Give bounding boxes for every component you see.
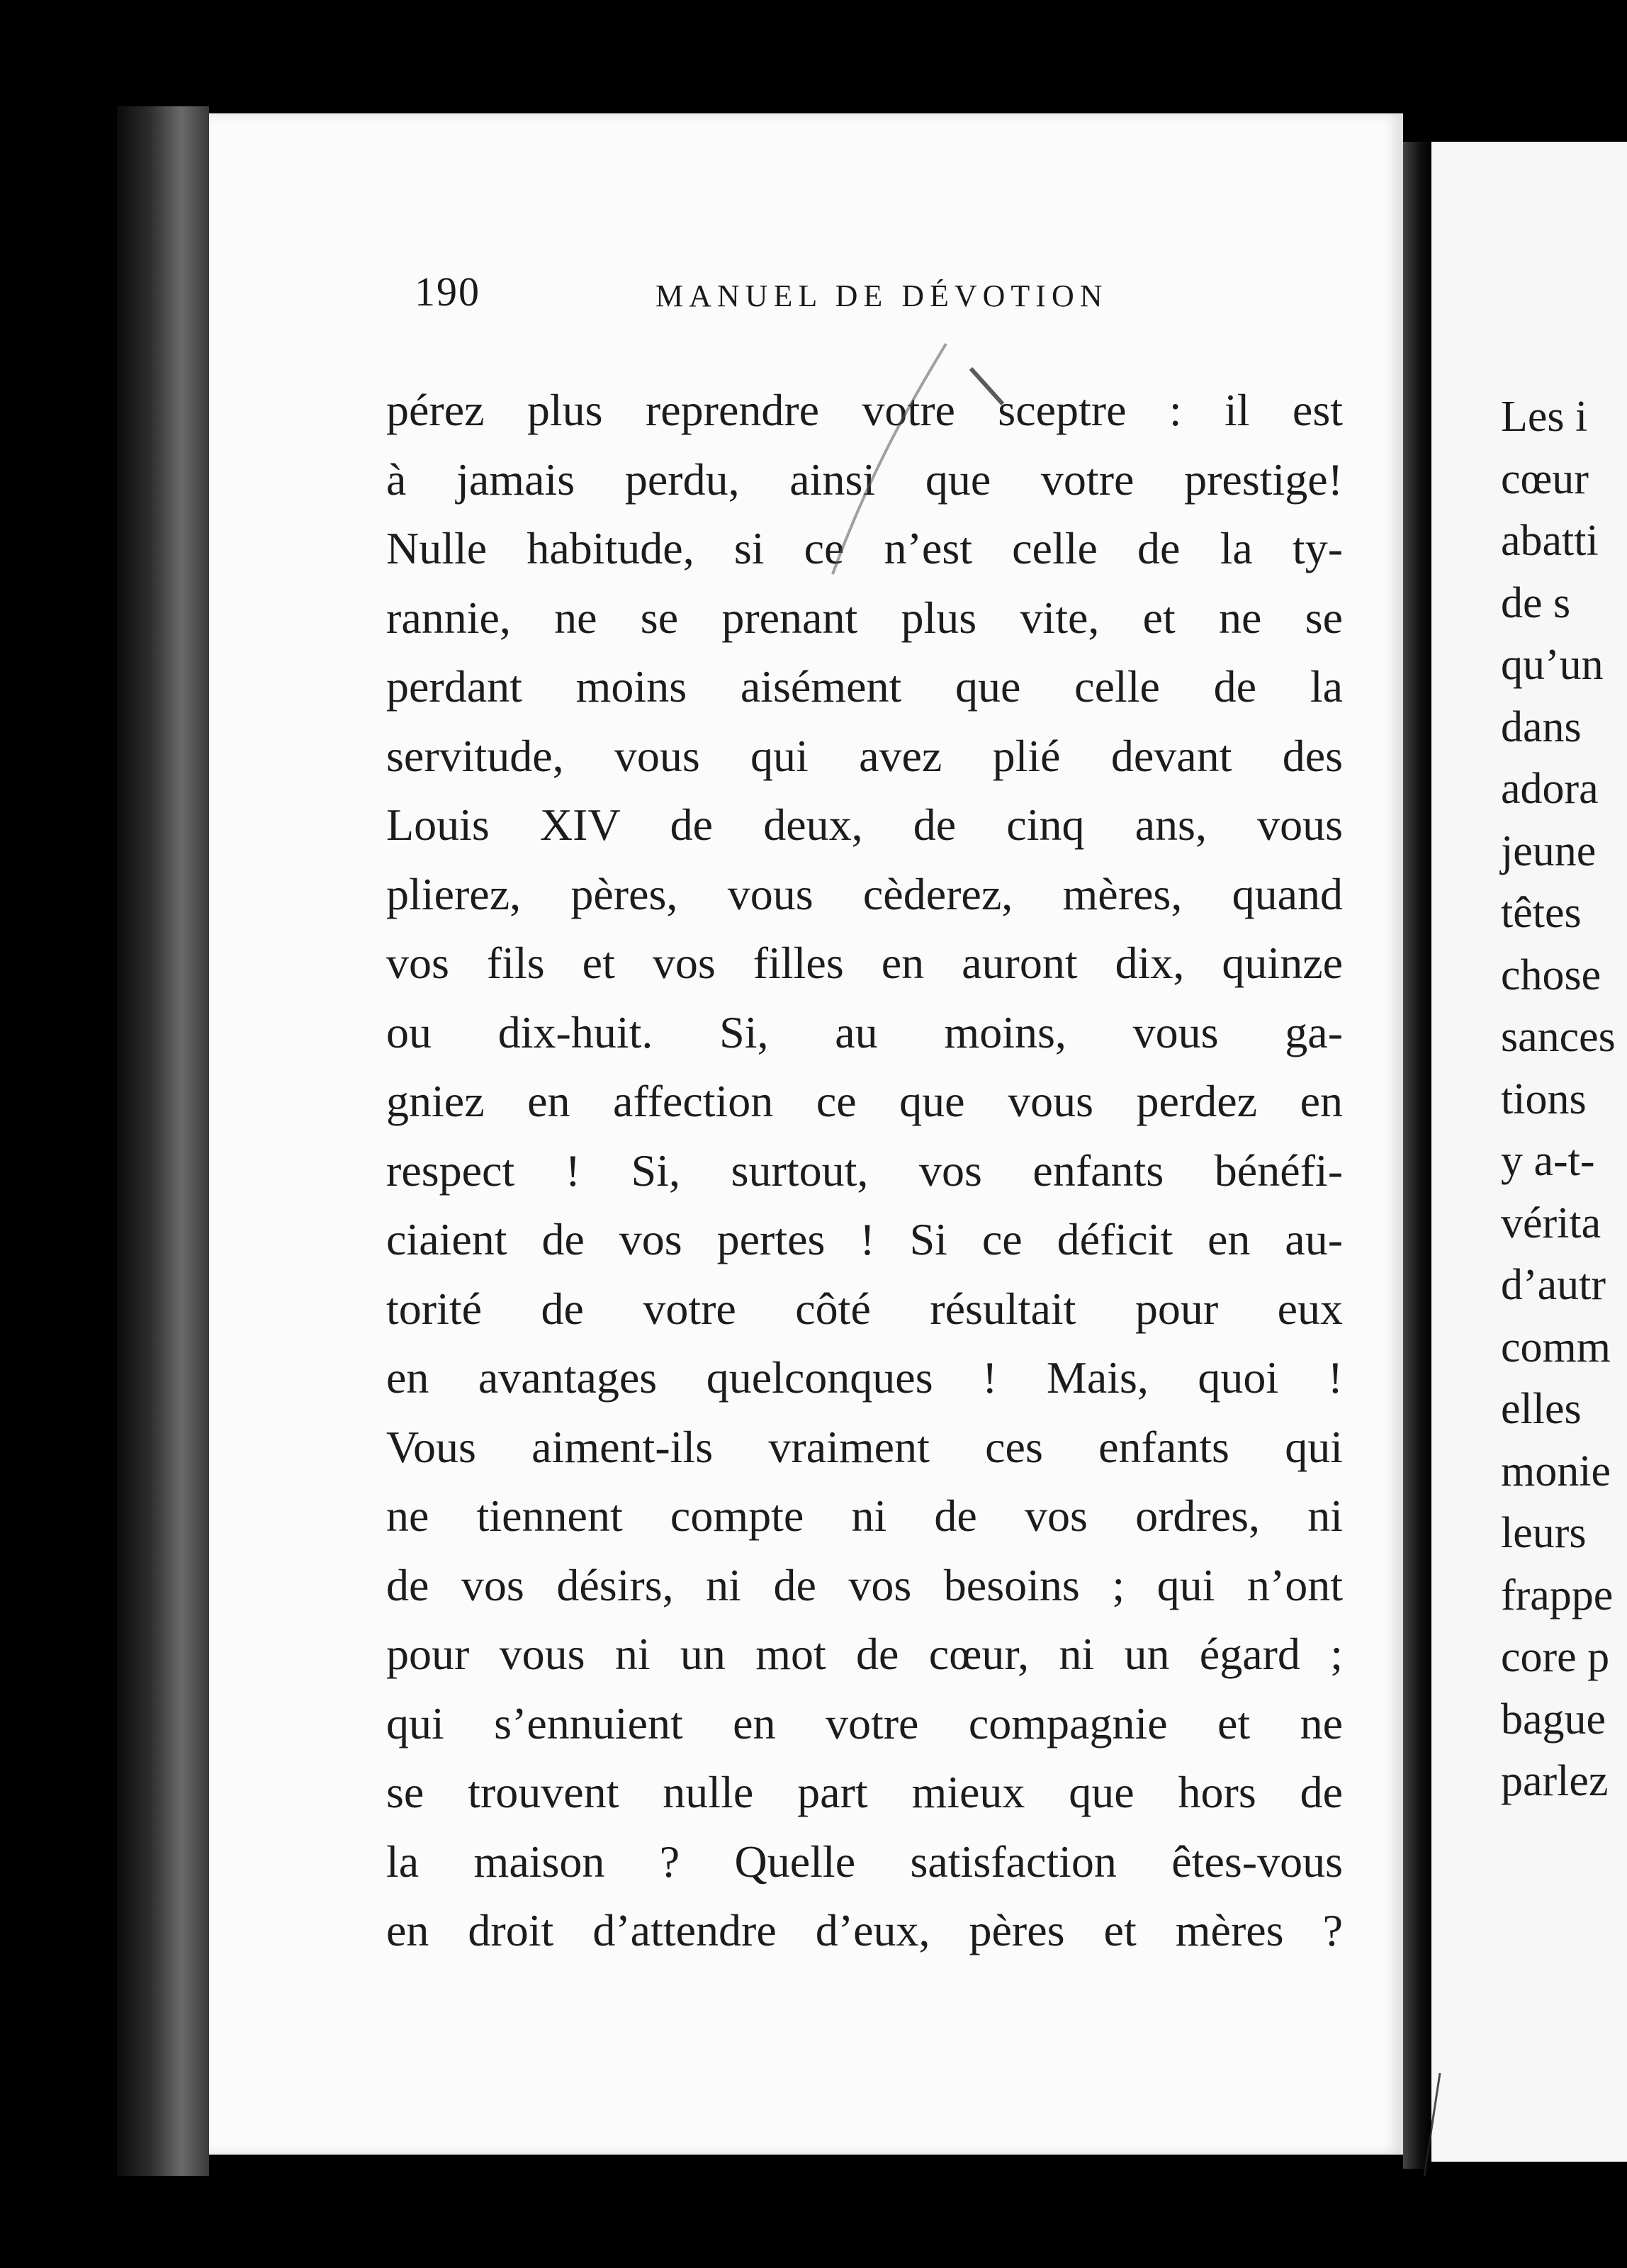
text-line: ciaient de vos pertes ! Si ce déficit en au-	[386, 1214, 1343, 1264]
right-page-line: Les i	[1501, 393, 1588, 441]
text-line: perdant moins aisément que celle de la	[386, 661, 1343, 712]
text-line: de vos désirs, ni de vos besoins ; qui n’ont	[386, 1559, 1343, 1610]
right-page-line: de s	[1501, 578, 1571, 627]
text-line: Louis XIV de deux, de cinq ans, vous	[386, 799, 1343, 850]
text-line: se trouvent nulle part mieux que hors de	[386, 1767, 1343, 1817]
text-line: respect ! Si, surtout, vos enfants bénéfi-	[386, 1145, 1343, 1196]
right-page-line: comm	[1501, 1323, 1611, 1371]
text-line: Nulle habitude, si ce n’est celle de la ty-	[386, 523, 1343, 573]
text-line: torité de votre côté résultait pour eux	[386, 1283, 1343, 1334]
right-page-line: têtes	[1501, 889, 1582, 937]
text-line: qui s’ennuient en votre compagnie et ne	[386, 1697, 1343, 1748]
text-line: vos fils et vos filles en auront dix, quinze	[386, 938, 1343, 988]
right-page-line: elles	[1501, 1385, 1582, 1433]
right-page-line: dans	[1501, 702, 1582, 751]
right-page-line: parlez	[1501, 1757, 1609, 1805]
book-spine-edge	[117, 106, 209, 2176]
right-page-line: jeune	[1501, 826, 1597, 875]
text-line: ne tiennent compte ni de vos ordres, ni	[386, 1491, 1343, 1541]
right-page-line: tions	[1501, 1074, 1587, 1123]
page-number: 190	[415, 269, 480, 315]
text-line: Vous aiment-ils vraiment ces enfants qui	[386, 1421, 1343, 1472]
text-line: en droit d’attendre d’eux, pères et mères ?	[386, 1905, 1343, 1955]
right-page	[1431, 142, 1627, 2162]
right-page-line: sances	[1501, 1013, 1616, 1061]
right-page-line: adora	[1501, 765, 1599, 813]
text-line: rannie, ne se prenant plus vite, et ne se	[386, 592, 1343, 643]
text-line: pérez plus reprendre votre sceptre : il est	[386, 385, 1343, 435]
running-title: MANUEL DE DÉVOTION	[655, 279, 1108, 313]
text-line: en avantages quelconques ! Mais, quoi !	[386, 1352, 1343, 1403]
page-header	[415, 268, 1357, 325]
right-page-line: cœur	[1501, 454, 1589, 503]
right-page-line: vérita	[1501, 1198, 1601, 1247]
right-page-line: leurs	[1501, 1509, 1587, 1557]
text-line: ou dix-huit. Si, au moins, vous ga-	[386, 1006, 1343, 1057]
right-page-line: chose	[1501, 950, 1601, 999]
right-page-line: bague	[1501, 1695, 1606, 1744]
page-gutter	[1403, 142, 1431, 2169]
right-page-line: d’autr	[1501, 1261, 1606, 1309]
right-page-line: monie	[1501, 1447, 1611, 1495]
text-line: plierez, pères, vous cèderez, mères, quand	[386, 868, 1343, 919]
text-line: servitude, vous qui avez plié devant des	[386, 730, 1343, 781]
text-line: la maison ? Quelle satisfaction êtes-vous	[386, 1836, 1343, 1887]
body-text	[386, 376, 1343, 1965]
right-page-text	[1501, 386, 1627, 1813]
right-page-line: qu’un	[1501, 641, 1604, 689]
right-page-line: frappe	[1501, 1571, 1614, 1619]
text-line: pour vous ni un mot de cœur, ni un égard ;	[386, 1629, 1343, 1679]
text-line: gniez en affection ce que vous perdez en	[386, 1076, 1343, 1126]
text-line: à jamais perdu, ainsi que votre prestige!	[386, 454, 1343, 505]
right-page-line: abatti	[1501, 517, 1599, 565]
right-page-line: y a-t-	[1501, 1137, 1595, 1185]
right-page-line: core p	[1501, 1633, 1610, 1681]
